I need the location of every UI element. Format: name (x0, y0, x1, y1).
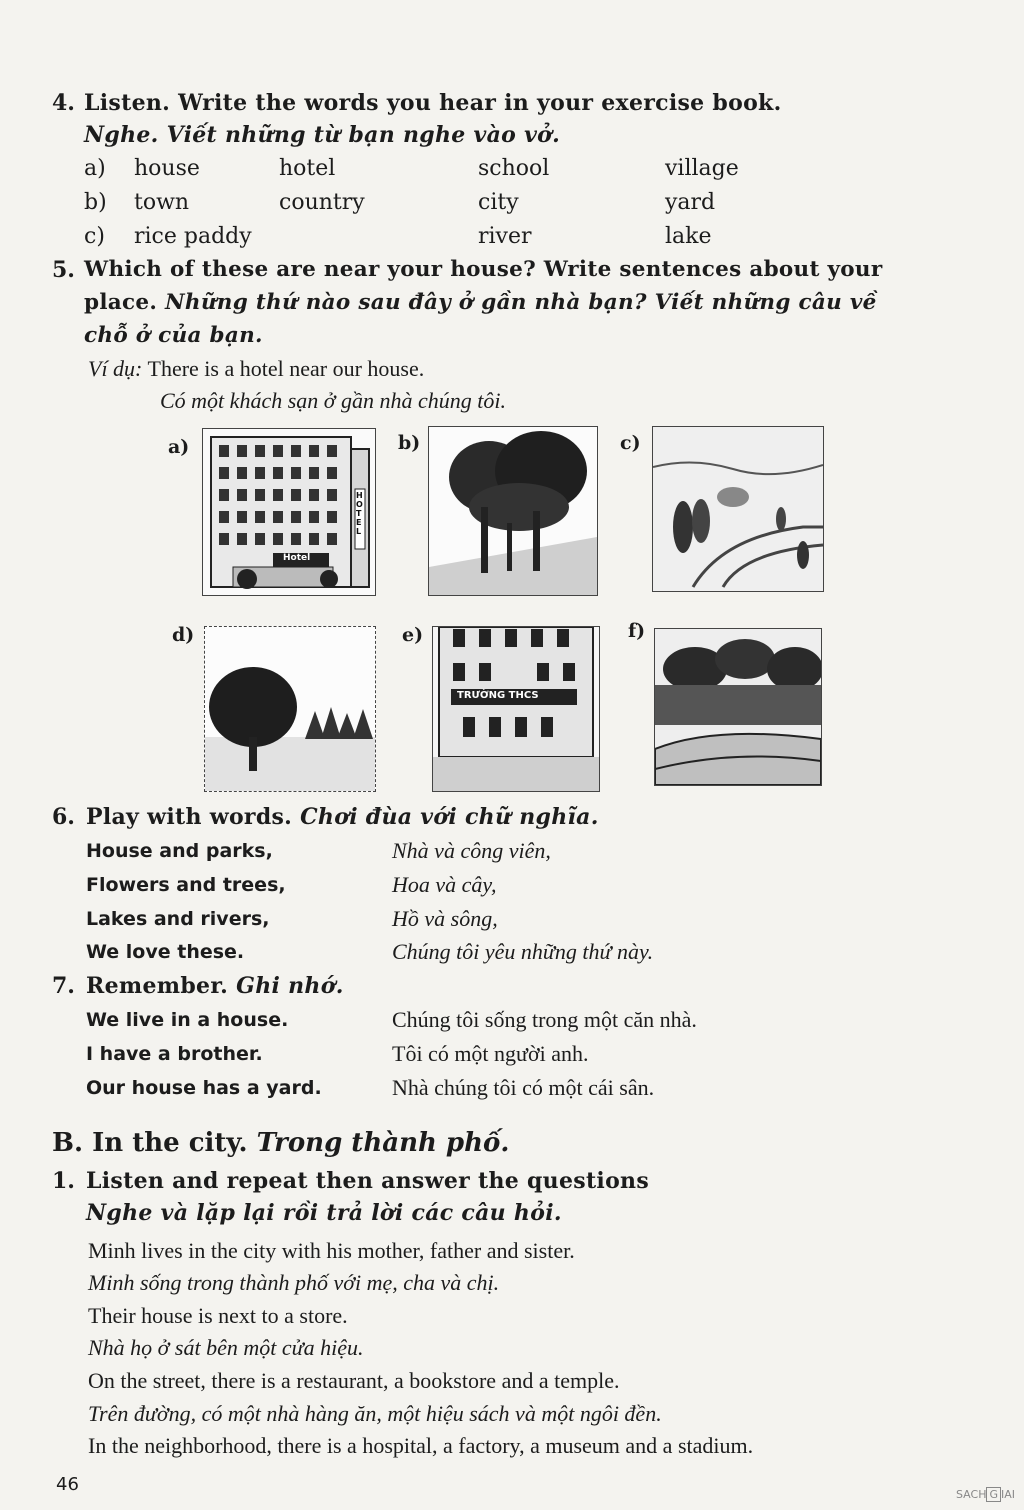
ex4-word: village (665, 156, 739, 181)
section-b-title-en: B. In the city. (52, 1128, 248, 1158)
picture-label-f: f) (628, 620, 646, 642)
ex5-title-vi: Những thứ nào sau đây ở gần nhà bạn? Viết những câu về (164, 290, 877, 315)
b1-number: 1. (52, 1168, 75, 1194)
park-illustration (653, 427, 823, 591)
poem-line-vi: Hoa và cây, (392, 872, 497, 897)
ex5-example (88, 356, 424, 382)
ex4-row-b-label: b) (84, 190, 107, 215)
ex6-title (86, 804, 599, 830)
picture-label-d: d) (172, 624, 195, 646)
picture-lake-park (654, 628, 822, 786)
b1-title: Listen and repeat then answer the questions (86, 1168, 650, 1194)
watermark-box: G (986, 1487, 1001, 1502)
ex4-title: Listen. Write the words you hear in your exercise book. (84, 90, 782, 116)
lake-park-illustration (655, 629, 821, 785)
ex4-word: hotel (279, 156, 336, 181)
picture-tree-field (204, 626, 376, 792)
picture-school (432, 626, 600, 792)
ex5-title-vi-line3: chỗ ở của bạn. (84, 323, 263, 348)
poem-line: House and parks, (86, 840, 273, 862)
poem-line: We love these. (86, 941, 245, 963)
reading-line-vi: Minh sống trong thành phố với mẹ, cha và chị. (88, 1270, 500, 1295)
example-sentence: There is a hotel near our house. (147, 356, 425, 381)
ex4-number: 4. (52, 90, 75, 116)
picture-hotel (202, 428, 376, 596)
ex5-title-line1: Which of these are near your house? Write sentences about your (84, 257, 883, 282)
ex4-word: city (478, 190, 519, 215)
remember-line: We live in a house. (86, 1009, 289, 1031)
hotel-illustration (203, 429, 375, 595)
reading-line: Their house is next to a store. (88, 1303, 348, 1328)
ex4-word: country (279, 190, 365, 215)
ex4-word: yard (665, 190, 716, 215)
example-label: Ví dụ: (88, 356, 143, 381)
picture-park (652, 426, 824, 592)
reading-line: In the neighborhood, there is a hospital, a factory, a museum and a stadium. (88, 1433, 754, 1458)
hotel-sign: Hotel (283, 553, 311, 563)
picture-label-b: b) (398, 432, 421, 454)
ex4-word: school (478, 156, 550, 181)
ex7-title-vi: Ghi nhớ. (236, 973, 344, 999)
picture-label-e: e) (402, 624, 424, 646)
poem-line-vi: Chúng tôi yêu những thứ này. (392, 939, 654, 964)
reading-line-vi: Nhà họ ở sát bên một cửa hiệu. (88, 1335, 364, 1360)
picture-label-a: a) (168, 436, 190, 458)
tree-field-illustration (205, 627, 375, 791)
section-b-title (52, 1128, 509, 1158)
remember-line: I have a brother. (86, 1043, 263, 1065)
poem-line-vi: Hồ và sông, (392, 906, 498, 931)
ex5-title-place: place. (84, 290, 158, 315)
example-translation: Có một khách sạn ở gần nhà chúng tôi. (160, 388, 506, 413)
trees-illustration (429, 427, 597, 595)
picture-trees (428, 426, 598, 596)
ex6-number: 6. (52, 804, 75, 830)
reading-line: Minh lives in the city with his mother, father and sister. (88, 1238, 575, 1263)
picture-label-c: c) (620, 432, 641, 454)
ex4-title-vi: Nghe. Viết những từ bạn nghe vào vở. (84, 122, 561, 148)
ex7-title-en: Remember. (86, 973, 229, 999)
ex6-title-vi: Chơi đùa với chữ nghĩa. (300, 804, 599, 830)
ex5-title-line2 (84, 290, 877, 315)
remember-line-vi: Tôi có một người anh. (392, 1041, 589, 1066)
ex4-word: house (134, 156, 200, 181)
remember-line-vi: Nhà chúng tôi có một cái sân. (392, 1075, 655, 1100)
watermark-logo (956, 1488, 1015, 1501)
remember-line-vi: Chúng tôi sống trong một căn nhà. (392, 1007, 697, 1032)
reading-line-vi: Trên đường, có một nhà hàng ăn, một hiệu sách và một ngôi đền. (88, 1401, 662, 1426)
watermark-right: IAI (1001, 1488, 1016, 1501)
page-number: 46 (56, 1474, 79, 1495)
ex7-number: 7. (52, 973, 75, 999)
poem-line: Flowers and trees, (86, 874, 286, 896)
school-illustration (433, 627, 599, 791)
ex4-word: river (478, 224, 532, 249)
remember-line: Our house has a yard. (86, 1077, 322, 1099)
ex4-word: town (134, 190, 190, 215)
ex4-row-c-label: c) (84, 224, 105, 249)
poem-line: Lakes and rivers, (86, 908, 270, 930)
ex7-title (86, 973, 344, 999)
hotel-vertical-sign: HOTEL (356, 491, 363, 536)
watermark-left: SACH (956, 1488, 987, 1501)
reading-line: On the street, there is a restaurant, a bookstore and a temple. (88, 1368, 620, 1393)
section-b-title-vi: Trong thành phố. (256, 1128, 510, 1158)
ex5-number: 5. (52, 257, 75, 283)
ex4-word: rice paddy (134, 224, 252, 249)
ex6-title-en: Play with words. (86, 804, 293, 830)
school-sign: TRƯỜNG THCS (457, 690, 539, 701)
ex4-row-a-label: a) (84, 156, 106, 181)
poem-line-vi: Nhà và công viên, (392, 838, 551, 863)
ex4-word: lake (665, 224, 712, 249)
b1-title-vi: Nghe và lặp lại rồi trả lời các câu hỏi. (86, 1200, 562, 1226)
